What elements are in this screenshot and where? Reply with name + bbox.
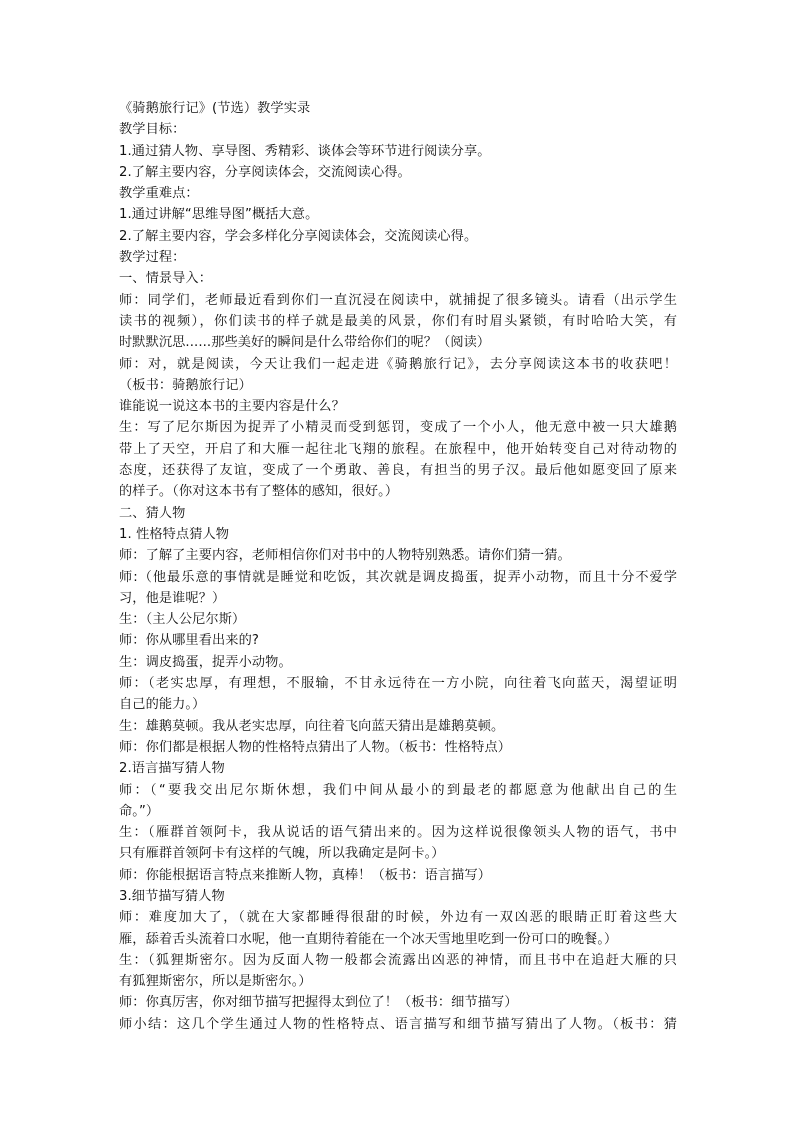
paragraph-line: 读书的视频），你们读书的样子就是最美的风景，你们有时眉头紧锁，有时哈哈大笑，有 xyxy=(119,313,677,329)
section-heading-objectives: 教学目标： xyxy=(119,122,186,138)
paragraph-line: 师：你从哪里看出来的? xyxy=(119,633,259,649)
subsection-heading: 二、猜人物 xyxy=(119,505,186,521)
key-point-item: 1.通过讲解“思维导图”概括大意。 xyxy=(119,207,319,223)
paragraph-line: 师：了解了主要内容，老师相信你们对书中的人物特别熟悉。请你们猜一猜。 xyxy=(119,548,571,564)
paragraph-line: 师：你真厉害，你对细节描写把握得太到位了！（板书：细节描写） xyxy=(119,995,518,1011)
section-heading-key-points: 教学重难点： xyxy=(119,186,199,202)
subsection-heading: 一、情景导入： xyxy=(119,271,213,287)
paragraph-line: 师：你们都是根据人物的性格特点猜出了人物。（板书：性格特点） xyxy=(119,739,512,755)
paragraph-line: 师：对，就是阅读，今天让我们一起走进《骑鹅旅行记》，去分享阅读这本书的收获吧！ xyxy=(119,356,677,372)
paragraph-line: 师：你能根据语言特点来推断人物，真棒！（板书：语言描写） xyxy=(119,867,492,883)
paragraph-line: 生：调皮捣蛋，捉弄小动物。 xyxy=(119,654,292,670)
paragraph-line: 有狐狸斯密尔，所以是斯密尔。） xyxy=(119,974,312,990)
paragraph-line: 命。”） xyxy=(119,803,160,819)
paragraph-line: 带上了天空，开启了和大雁一起往北飞翔的旅程。在旅程中，他开始转变自己对待动物的 xyxy=(119,441,677,457)
subsection-heading: 1. 性格特点猜人物 xyxy=(119,526,230,542)
paragraph-line: 师：同学们，老师最近看到你们一直沉浸在阅读中，就捕捉了很多镜头。请看（出示学生 xyxy=(119,292,677,308)
paragraph-line: 师:（他最乐意的事情就是睡觉和吃饭，其次就是调皮捣蛋，捉弄小动物，而且十分不爱学 xyxy=(119,569,677,585)
paragraph-line: 师小结：这几个学生通过人物的性格特点、语言描写和细节描写猜出了人物。（板书：猜 xyxy=(119,1016,677,1032)
paragraph-line: 自己的能力。） xyxy=(119,697,206,713)
paragraph-line: 师：（老实忠厚，有理想，不服输，不甘永远待在一方小院，向往着飞向蓝天，渴望证明 xyxy=(119,676,677,692)
paragraph-line: 谁能说一说这本书的主要内容是什么？ xyxy=(119,399,345,415)
paragraph-line: 生：写了尼尔斯因为捉弄了小精灵而受到惩罚，变成了一个小人，他无意中被一只大雄鹅 xyxy=(119,420,677,436)
objective-item: 1.通过猜人物、享导图、秀精彩、谈体会等环节进行阅读分享。 xyxy=(119,143,491,159)
document-body xyxy=(119,98,677,1035)
paragraph-line: 生：雄鹅莫顿。我从老实忠厚，向往着飞向蓝天猜出是雄鹅莫顿。 xyxy=(119,718,505,734)
paragraph-line: 时默默沉思......那些美好的瞬间是什么带给你们的呢？（阅读） xyxy=(119,335,491,351)
paragraph-line: 生：（主人公尼尔斯） xyxy=(119,612,246,628)
paragraph-line: 师：（“要我交出尼尔斯休想，我们中间从最小的到最老的都愿意为他献出自己的生 xyxy=(119,782,677,798)
document-title: 《骑鹅旅行记》(节选）教学实录 xyxy=(119,101,311,116)
section-heading-process: 教学过程： xyxy=(119,250,186,266)
subsection-heading: 3.细节描写猜人物 xyxy=(119,888,225,904)
key-point-item: 2.了解主要内容，学会多样化分享阅读体会，交流阅读心得。 xyxy=(119,228,478,244)
paragraph-line: （板书：骑鹅旅行记） xyxy=(119,377,252,393)
paragraph-line: 只有雁群首领阿卡有这样的气魄，所以我确定是阿卡。） xyxy=(119,846,445,862)
paragraph-line: 态度，还获得了友谊，变成了一个勇敢、善良，有担当的男子汉。最后他如愿变回了原来 xyxy=(119,463,677,479)
paragraph-line: 雁，舔着舌头流着口水呢，他一直期待着能在一个冰天雪地里吃到一份可口的晚餐。） xyxy=(119,931,618,947)
paragraph-line: 的样子。（你对这本书有了整体的感知，很好。） xyxy=(119,484,399,500)
subsection-heading: 2.语言描写猜人物 xyxy=(119,761,225,777)
paragraph-line: 生：（狐狸斯密尔。因为反面人物一般都会流露出凶恶的神情，而且书中在追赶大雁的只 xyxy=(119,952,677,968)
paragraph-line: 生：（雁群首领阿卡，我从说话的语气猜出来的。因为这样说很像领头人物的语气，书中 xyxy=(119,825,677,841)
objective-item: 2.了解主要内容，分享阅读体会，交流阅读心得。 xyxy=(119,164,411,180)
paragraph-line: 师：难度加大了，（就在大家都睡得很甜的时候，外边有一双凶恶的眼睛正盯着这些大 xyxy=(119,910,677,926)
paragraph-line: 习，他是谁呢？） xyxy=(119,590,226,606)
